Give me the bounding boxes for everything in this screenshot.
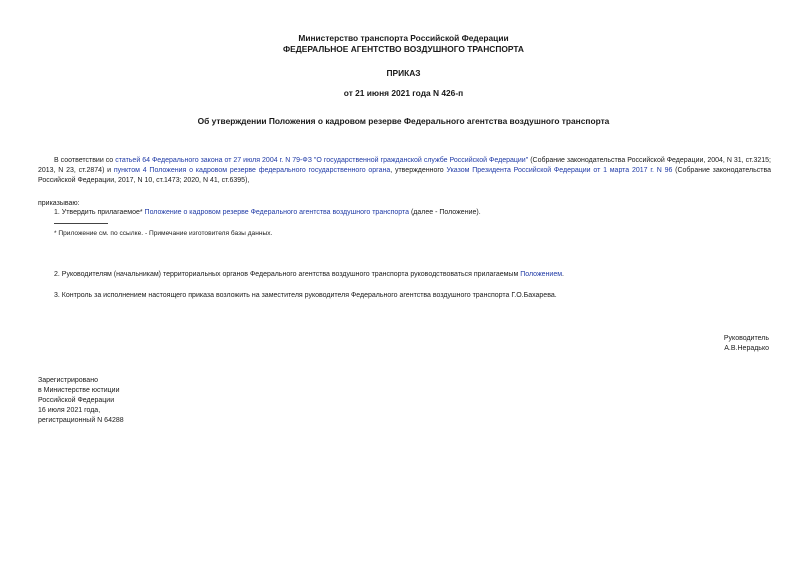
registration-line-3: Российской Федерации (38, 397, 115, 404)
preamble-text-1: В соответствии со (54, 157, 116, 164)
decree-word: приказываю: (38, 200, 80, 207)
personnel-reserve-regulation-link[interactable]: Положение о кадровом резерве Федерального агентства воздушного транспорта (144, 209, 410, 216)
signatory-name: А.В.Нерадько (724, 345, 769, 352)
footnote-text: * Приложение см. по ссылке. - Примечание изготовителя базы данных. (54, 230, 273, 237)
item-2-text-1: 2. Руководителям (начальникам) территориальных органов Федерального агентства воздушного транспорта руководствоваться прилагаемым (54, 271, 521, 278)
footnote-divider (54, 223, 108, 224)
ministry-name: Министерство транспорта Российской Федерации (298, 33, 509, 43)
reserve-regulation-clause-4-link[interactable]: пунктом 4 Положения о кадровом резерве федерального государственного органа (113, 167, 391, 174)
preamble-text-2: (Собрание законодательства Российской Федерации, 2004, N 31, ст.3215; 2013, N 23, ст.2874) и (38, 157, 771, 174)
document-date-number: от 21 июня 2021 года N 426-п (343, 88, 464, 98)
preamble-text-3: , утвержденного (390, 167, 447, 174)
order-item-1 (54, 208, 481, 218)
order-item-2 (54, 270, 564, 280)
registration-line-4: 16 июля 2021 года, (38, 407, 101, 414)
signatory-position: Руководитель (723, 335, 769, 342)
item-1-text-1: 1. Утвердить прилагаемое* (54, 209, 145, 216)
item-1-text-2: (далее - Положение). (409, 209, 481, 216)
registration-line-5: регистрационный N 64288 (38, 417, 124, 424)
document-type: ПРИКАЗ (386, 68, 421, 78)
regulation-link[interactable]: Положением (520, 271, 563, 278)
item-2-text-2: . (562, 271, 564, 278)
law-article-64-link[interactable]: статьей 64 Федерального закона от 27 июля 2004 г. N 79-ФЗ "О государственной гражданской службе Российской Федерации" (115, 157, 529, 164)
preamble-text-4: (Собрание законодательства Российской Федерации, 2017, N 10, ст.1473; 2020, N 41, ст.6395), (38, 167, 771, 184)
document-title: Об утверждении Положения о кадровом резерве Федерального агентства воздушного транспорта (197, 116, 610, 126)
signature-block (724, 334, 769, 354)
order-item-3: 3. Контроль за исполнением настоящего приказа возложить на заместителя руководителя Федерального агентства воздушного транспорта Г.О.Бахарева. (54, 292, 557, 299)
registration-line-1: Зарегистрировано (38, 377, 98, 384)
agency-name: ФЕДЕРАЛЬНОЕ АГЕНТСТВО ВОЗДУШНОГО ТРАНСПОРТА (283, 44, 524, 54)
registration-block (38, 376, 124, 426)
preamble-paragraph (38, 156, 771, 186)
presidential-decree-96-link[interactable]: Указом Президента Российской Федерации от 1 марта 2017 г. N 96 (446, 167, 673, 174)
registration-line-2: в Министерстве юстиции (38, 387, 120, 394)
